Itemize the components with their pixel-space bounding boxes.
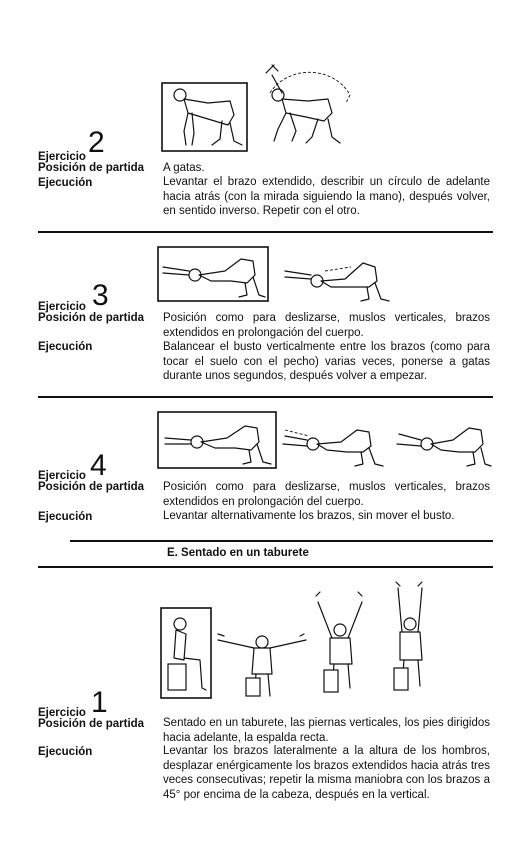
exercise-1-illustration: [158, 578, 458, 703]
ejecucion-text-2: Levantar el brazo extendido, describir un círculo de adelante hacia atrás (con la mirada siguiendo la mano), después volver, en sentido inverso. Repetir con el otro.: [163, 176, 490, 217]
pos-partida-text-3: Posición como para deslizarse, muslos verticales, brazos extendidos en prolongación del cuerpo.: [163, 312, 490, 339]
ejecucion-text-3: Balancear el busto verticalmente entre los brazos (como para tocar el suelo con el pecho) varias veces, ponerse a gatas durante unos segundos, después volver a empezar.: [163, 341, 490, 382]
pos-partida-label-2: Posición de partida: [38, 162, 145, 174]
exercise-2-number: 2: [88, 126, 105, 159]
ejercicio-label: Ejercicio: [38, 707, 86, 719]
ejercicio-label: Ejercicio: [38, 470, 86, 482]
ejecucion-label-3: Ejecución: [38, 341, 93, 353]
exercise-3-number: 3: [92, 279, 109, 312]
exercise-4-illustration: [155, 410, 495, 472]
ejecucion-label-4: Ejecución: [38, 511, 93, 523]
exercise-2-illustration: [160, 55, 360, 155]
ejercicio-label: Ejercicio: [38, 151, 86, 163]
ejecucion-label-2: Ejecución: [38, 177, 93, 189]
ejecucion-label-1: Ejecución: [38, 746, 93, 758]
section-e-title: E. Sentado en un taburete: [167, 547, 309, 559]
section-divider-top: [70, 540, 493, 542]
pos-partida-text-2: A gatas.: [163, 162, 205, 174]
ejercicio-label: Ejercicio: [38, 301, 86, 313]
pos-partida-text-1: Sentado en un taburete, las piernas verticales, los pies dirigidos hacia adelante, la espalda recta.: [163, 717, 490, 744]
exercise-4-number: 4: [90, 449, 107, 482]
pos-partida-label-4: Posición de partida: [38, 481, 145, 493]
ejecucion-text-4: Levantar alternativamente los brazos, sin mover el busto.: [163, 510, 455, 522]
exercise-3-illustration: [155, 245, 400, 305]
pos-partida-label-3: Posición de partida: [38, 312, 145, 324]
section-divider: [38, 231, 493, 233]
pos-partida-label-1: Posición de partida: [38, 718, 145, 730]
pos-partida-text-4: Posición como para deslizarse, muslos verticales, brazos extendidos en prolongación del cuerpo.: [163, 481, 490, 508]
section-divider-bottom: [38, 566, 493, 568]
section-divider: [38, 396, 493, 398]
ejecucion-text-1: Levantar los brazos lateralmente a la altura de los hombros, desplazar enérgicamente los brazos extendidos hacia atrás tres veces consecutivas; repetir la misma maniobra con los brazos a 45° por encima de la cabeza, después en la vertical.: [163, 745, 490, 801]
exercise-1-number: 1: [91, 686, 108, 719]
